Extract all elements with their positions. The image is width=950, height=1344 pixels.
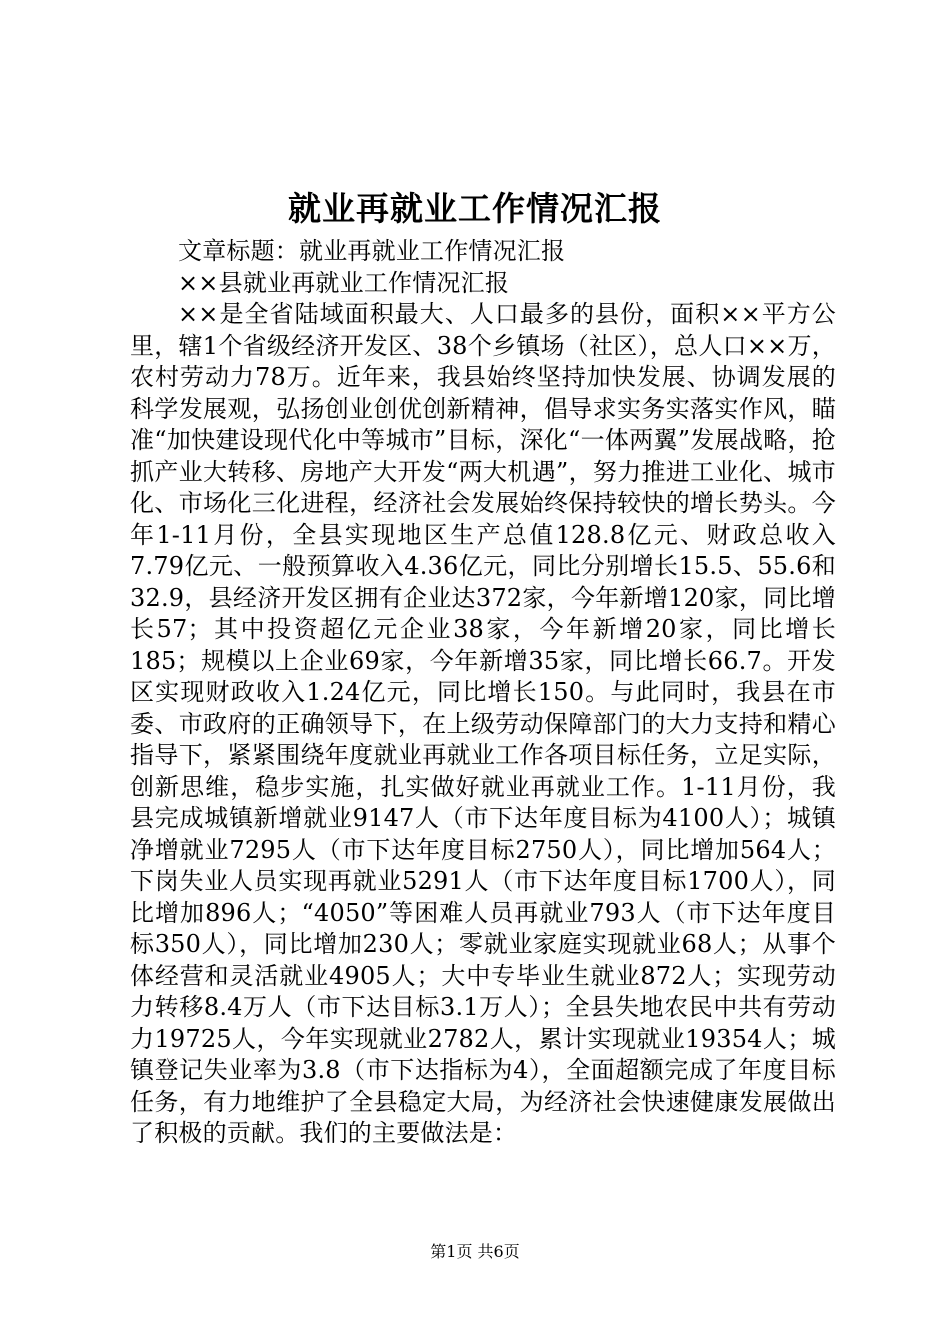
body-paragraph: ××是全省陆域面积最大、人口最多的县份，面积××平方公里，辖1个省级经济开发区、38个乡镇场（社区），总人口××万，农村劳动力78万。近年来，我县始终坚持加快发展、协调发展的科学发展观，弘扬创业创优创新精神，倡导求实务实落实作风，瞄准“加快建设现代化中等城市”目标，深化“一体两翼”发展战略，抢抓产业大转移、房地产大开发“两大机遇”，努力推进工业化、城市化、市场化三化进程，经济社会发展始终保持较快的增长势头。今年1-11月份，全县实现地区生产总值128.8亿元、财政总收入7.79亿元、一般预算收入4.36亿元，同比分别增长15.5、55.6和32.9，县经济开发区拥有企业达372家，今年新增120家，同比增长57；其中投资超亿元企业38家，今年新增20家，同比增长185；规模以上企业69家，今年新增35家，同比增长66.7。开发区实现财政收入1.24亿元，同比增长150。与此同时，我县在市委、市政府的正确领导下，在上级劳动保障部门的大力支持和精心指导下，紧紧围绕年度就业再就业工作各项目标任务，立足实际，创新思维，稳步实施，扎实做好就业再就业工作。1-11月份，我县完成城镇新增就业9147人（市下达年度目标为4100人）；城镇净增就业7295人（市下达年度目标2750人），同比增加564人；下岗失业人员实现再就业5291人（市下达年度目标1700人），同比增加896人；“4050”等困难人员再就业793人（市下达年度目标350人），同比增加230人；零就业家庭实现就业68人；从事个体经营和灵活就业4905人；大中专毕业生就业872人；实现劳动力转移8.4万人（市下达目标3.1万人）；全县失地农民中共有劳动力19725人，今年实现就业2782人，累计实现就业19354人；城镇登记失业率为3.8（市下达指标为4），全面超额完成了年度目标任务，有力地维护了全县稳定大局，为经济社会快速健康发展做出了积极的贡献。我们的主要做法是： [130,300,836,1147]
page-footer: 第1页 共6页 [430,1242,520,1261]
report-subtitle: ××县就业再就业工作情况汇报 [178,268,510,297]
article-title-line: 文章标题：就业再就业工作情况汇报 [178,237,566,265]
document-body [130,236,836,1150]
document-title: 就业再就业工作情况汇报 [288,189,662,228]
